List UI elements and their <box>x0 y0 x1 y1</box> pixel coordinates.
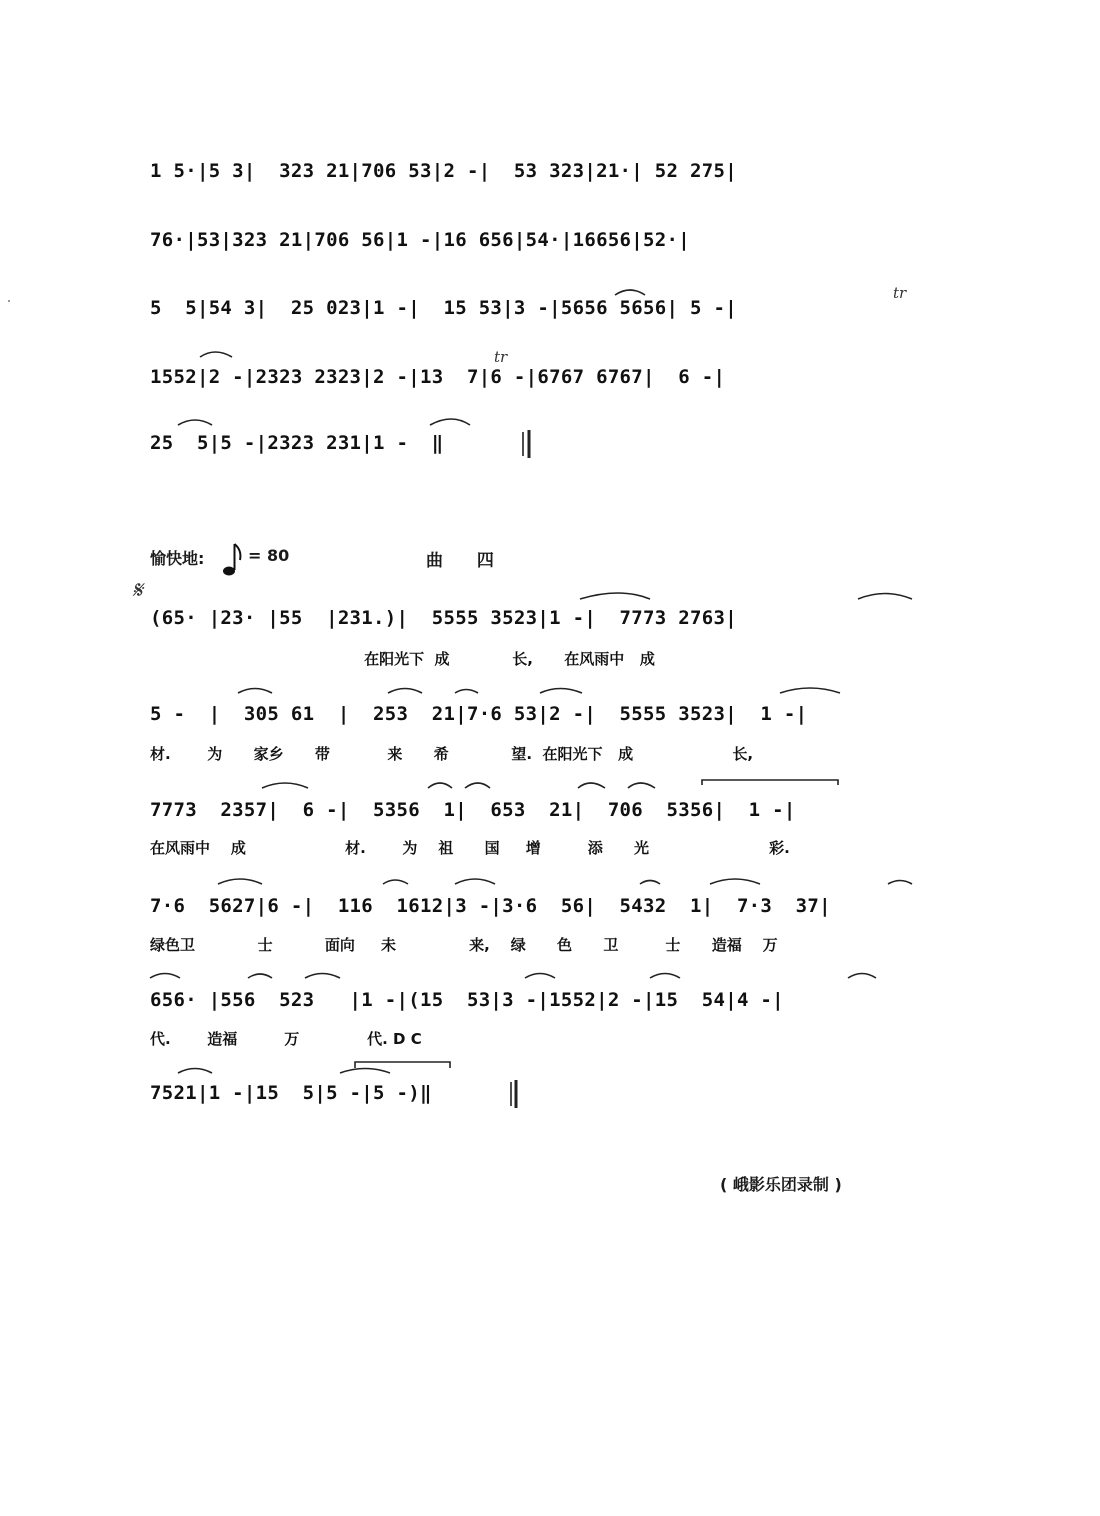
tempo-value: = 80 <box>248 546 290 565</box>
lyric-line-3: 在风雨中 成 材. 为 祖 国 增 添 光 彩. <box>150 839 790 857</box>
score-line-1: 1 5·|5 3| 323 21|706 53|2 -| 53 323|21·| 52 275| <box>150 160 737 182</box>
score-line-10: 656· |556 523 |1 -|(15 53|3 -|1552|2 -|15 54|4 -| <box>150 989 784 1011</box>
lyric-line-4: 绿色卫 士 面向 未 来, 绿 色 卫 士 造福 万 <box>150 936 778 954</box>
score-line-4: 1552|2 -|2323 2323|2 -|13 7|6 -|6767 6767| 6 -| <box>150 366 726 388</box>
score-line-3: 5 5|54 3| 25 023|1 -| 15 53|3 -|5656 5656| 5 -| <box>150 297 737 319</box>
score-line-2: 76·|53|323 21|706 56|1 -|16 656|54·|16656|52·| <box>150 229 690 251</box>
credit-text: ( 峨影乐团录制 ) <box>720 1175 842 1194</box>
score-line-5: 25 5|5 -|2323 231|1 - ‖ <box>150 432 444 454</box>
score-line-7: 5 - | 305 61 | 253 21|7·6 53|2 -| 5555 3523| 1 -| <box>150 703 808 725</box>
tempo-label: 愉快地: <box>150 549 205 568</box>
score-line-6: (65· |23· |55 |231.)| 5555 3523|1 -| 7773 2763| <box>150 607 737 629</box>
trill-mark: tr <box>893 284 907 302</box>
lyric-line-1: 在阳光下 成 长, 在风雨中 成 <box>150 650 655 668</box>
score-line-8: 7773 2357| 6 -| 5356 1| 653 21| 706 5356| 1 -| <box>150 799 796 821</box>
trill-mark: tr <box>494 348 508 366</box>
lyric-line-5: 代. 造福 万 代. D C <box>150 1030 422 1048</box>
score-line-11: 7521|1 -|15 5|5 -|5 -)‖ <box>150 1082 432 1104</box>
segno-icon: 𝄋 <box>132 576 143 604</box>
lyric-line-2: 材. 为 家乡 带 来 希 望. 在阳光下 成 长, <box>150 745 754 763</box>
scan-speck <box>8 300 10 302</box>
piece-title: 曲 四 <box>426 551 508 571</box>
score-line-9: 7·6 5627|6 -| 116 1612|3 -|3·6 56| 5432 1| 7·3 37| <box>150 895 831 917</box>
